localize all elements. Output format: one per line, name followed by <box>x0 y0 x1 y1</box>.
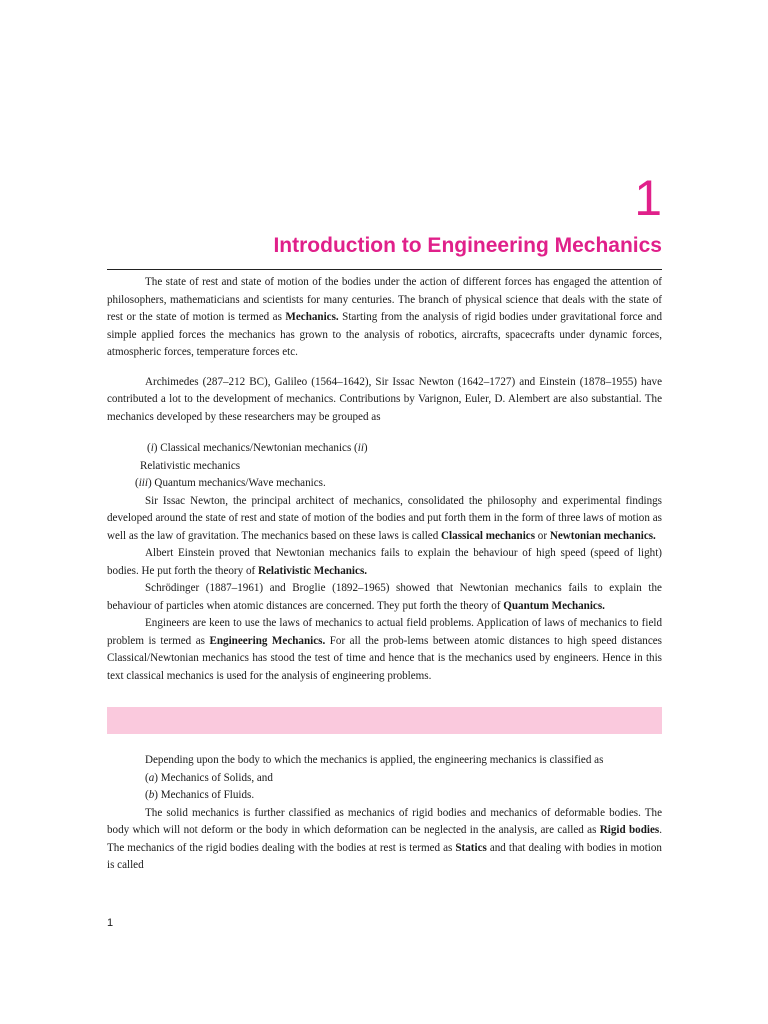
page-number: 1 <box>107 917 114 929</box>
section2-paragraph-1: Depending upon the body to which the mechanics is applied, the engineering mechanics is classified as <box>145 754 604 766</box>
term-engineering-mechanics: Engineering Mechanics. <box>209 634 326 647</box>
list-item-ii: Relativistic mechanics <box>140 459 241 472</box>
list-item-iii: (iii) Quantum mechanics/Wave mechanics. <box>135 477 326 489</box>
intro-paragraph-5: Schrödinger (1887–1961) and Broglie (1892–1965) showed that Newtonian mechanics fails to explain the behaviour of particles when atomic distances are concerned. They put forth the theory of Quantum Mechanics. <box>107 582 662 612</box>
term-quantum-mechanics: Quantum Mechanics. <box>503 599 605 612</box>
list-item-a: (a) Mechanics of Solids, and <box>145 771 273 784</box>
section-heading-bar <box>107 707 662 734</box>
intro-paragraph-4: Albert Einstein proved that Newtonian mechanics fails to explain the behaviour of high speed (speed of light) bodies. He put forth the theory of Relativistic Mechanics. <box>107 547 662 577</box>
intro-paragraph-6: Engineers are keen to use the laws of mechanics to actual field problems. Application of laws of mechanics to field problem is termed as Engineering Mechanics. For all the prob-lems between atomic distances to high speed distances Classical/Newtonian mechanics has stood the test of time and hence that is the mechanics used by engineers. Hence in this text classical mechanics is used for the analysis of engineering problems. <box>107 617 662 682</box>
intro-paragraph-3: Sir Issac Newton, the principal architect of mechanics, consolidated the philosophy and experimental findings developed around the state of rest and state of motion of the bodies and put forth them in the form of three laws of motion as well as the law of gravitation. The mechanics based on these laws is called Classical mechanics or Newtonian mechanics. <box>107 494 662 542</box>
title-rule <box>107 269 662 270</box>
list-item-i: (i) Classical mechanics/Newtonian mechanics (ii) <box>147 442 368 454</box>
term-newtonian-mechanics: Newtonian mechanics. <box>549 529 656 542</box>
list-item-b: (b) Mechanics of Fluids. <box>145 789 255 801</box>
chapter-number: 1 <box>634 170 662 226</box>
chapter-title: Introduction to Engineering Mechanics <box>273 234 662 257</box>
term-classical-mechanics: Classical mechanics <box>441 529 536 542</box>
term-statics: Statics <box>455 841 487 854</box>
section2-paragraph-2: The solid mechanics is further classified as mechanics of rigid bodies and mechanics of deformable bodies. The body which will not deform or the body in which deformation can be neglected in the analysis, are called as Rigid bodies. The mechanics of the rigid bodies dealing with the bodies at rest is termed as Statics and that dealing with bodies in motion is called <box>107 806 662 871</box>
term-rigid-bodies: Rigid bodies <box>599 824 660 836</box>
intro-paragraph-1: The state of rest and state of motion of the bodies under the action of different forces has engaged the attention of philosophers, mathematicians and scientists for many centuries. The branch of physical science that deals with the state of rest or the state of motion is termed as Mechanics. Starting from the analysis of rigid bodies under gravitational force and simple applied forces the mechanics has grown to the analysis of robotics, aircrafts, spacecrafts under dynamic forces, atmospheric forces, temperature forces etc. <box>107 276 663 358</box>
page-body <box>107 274 662 875</box>
intro-paragraph-2: Archimedes (287–212 BC), Galileo (1564–1642), Sir Issac Newton (1642–1727) and Einstein (1878–1955) have contributed a lot to the development of mechanics. Contributions by Varignon, Euler, D. Alembert are also substantial. The mechanics developed by these researchers may be grouped as <box>107 375 662 423</box>
term-relativistic-mechanics: Relativistic Mechanics. <box>257 564 368 577</box>
term-mechanics: Mechanics. <box>285 311 339 323</box>
